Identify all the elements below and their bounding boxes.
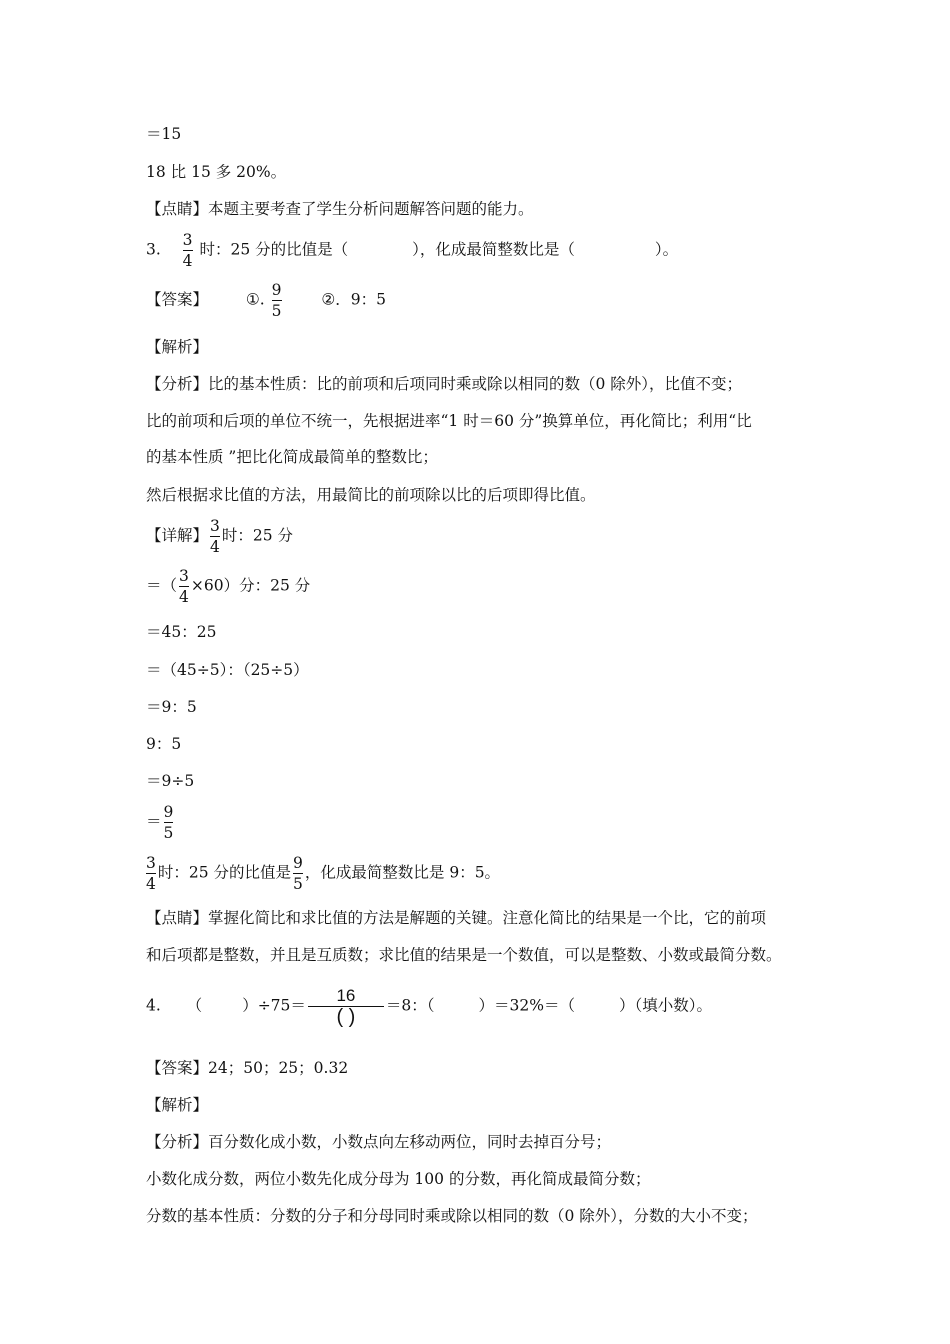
analysis-line: 分数的基本性质：分数的分子和分母同时乘或除以相同的数（0 除外），分数的大小不变；	[146, 1207, 758, 1225]
calc-line: ＝9：5	[146, 698, 197, 716]
analysis-line: 比的前项和后项的单位不统一，先根据进率“1 时＝60 分”换算单位，再化简比；利用“比	[146, 412, 752, 430]
fraction-9-5: $\frac{9}{5}$	[163, 803, 174, 842]
conclusion-line: $\frac{3}{4}$ 时：25 分的比值是 $\frac{9}{5}$ ，化成最简整数比是 9：5。	[146, 854, 501, 893]
analysis-line: 然后根据求比值的方法，用最简比的前项除以比的后项即得比值。	[146, 486, 596, 504]
dianjing-line: 【点睛】掌握化简比和求比值的方法是解题的关键。注意化简比的结果是一个比，它的前项	[146, 909, 767, 927]
calc-line: ＝15	[146, 125, 182, 143]
calc-line: ＝9÷5	[146, 772, 195, 790]
jiexi-label: 【解析】	[146, 338, 209, 356]
detail-line: 【详解】 $\frac{3}{4}$ 时：25 分	[146, 517, 294, 556]
fraction-3-4: $\frac{3}{4}$	[146, 854, 156, 893]
fraction-3-4: $\frac{3}{4}$	[210, 517, 220, 556]
analysis-line: 【分析】比的基本性质：比的前项和后项同时乘或除以相同的数（0 除外），比值不变；	[146, 375, 743, 393]
fraction-9-5: $\frac{9}{5}$	[271, 281, 282, 320]
question-4: 4. （ ）÷75＝ $\frac{16}{( )}$ ＝8：（ ）＝32%＝（ ）（填小数）。	[146, 986, 712, 1028]
calc-line: 9：5	[146, 735, 182, 753]
calc-line: ＝45：25	[146, 623, 217, 641]
dianjing-line: 和后项都是整数，并且是互质数；求比值的结果是一个数值，可以是整数、小数或最简分数。	[146, 946, 782, 964]
question-number: 4.	[146, 996, 161, 1015]
analysis-line: 小数化成分数，两位小数先化成分母为 100 的分数，再化简成最简分数；	[146, 1170, 651, 1188]
result-line: 18 比 15 多 20%。	[146, 163, 287, 181]
fraction-9-5: $\frac{9}{5}$	[293, 854, 303, 893]
dianjing-line: 【点睛】本题主要考查了学生分析问题解答问题的能力。	[146, 200, 534, 218]
answer-3: 【答案】 ①. $\frac{9}{5}$ ②．9：5	[146, 281, 387, 320]
fraction-3-4: $\frac{3}{4}$	[182, 231, 193, 270]
calc-line: ＝（45÷5）：（25÷5）	[146, 661, 309, 679]
answer-4: 【答案】24；50；25；0.32	[146, 1059, 349, 1077]
calc-line: ＝ $\frac{9}{5}$	[146, 803, 174, 842]
analysis-line: 的基本性质 ”把比化简成最简单的整数比；	[146, 448, 438, 466]
analysis-line: 【分析】百分数化成小数，小数点向左移动两位，同时去掉百分号；	[146, 1133, 612, 1151]
question-3: 3. $\frac{3}{4}$ 时：25 分的比值是（ ），化成最简整数比是（ ）。	[146, 231, 679, 270]
fraction-3-4: $\frac{3}{4}$	[179, 567, 189, 606]
jiexi-label: 【解析】	[146, 1096, 209, 1114]
fraction-16-blank: $\frac{16}{( )}$	[308, 986, 384, 1027]
question-number: 3.	[146, 240, 161, 259]
calc-line: ＝（ $\frac{3}{4}$ ×60）分：25 分	[146, 567, 311, 606]
